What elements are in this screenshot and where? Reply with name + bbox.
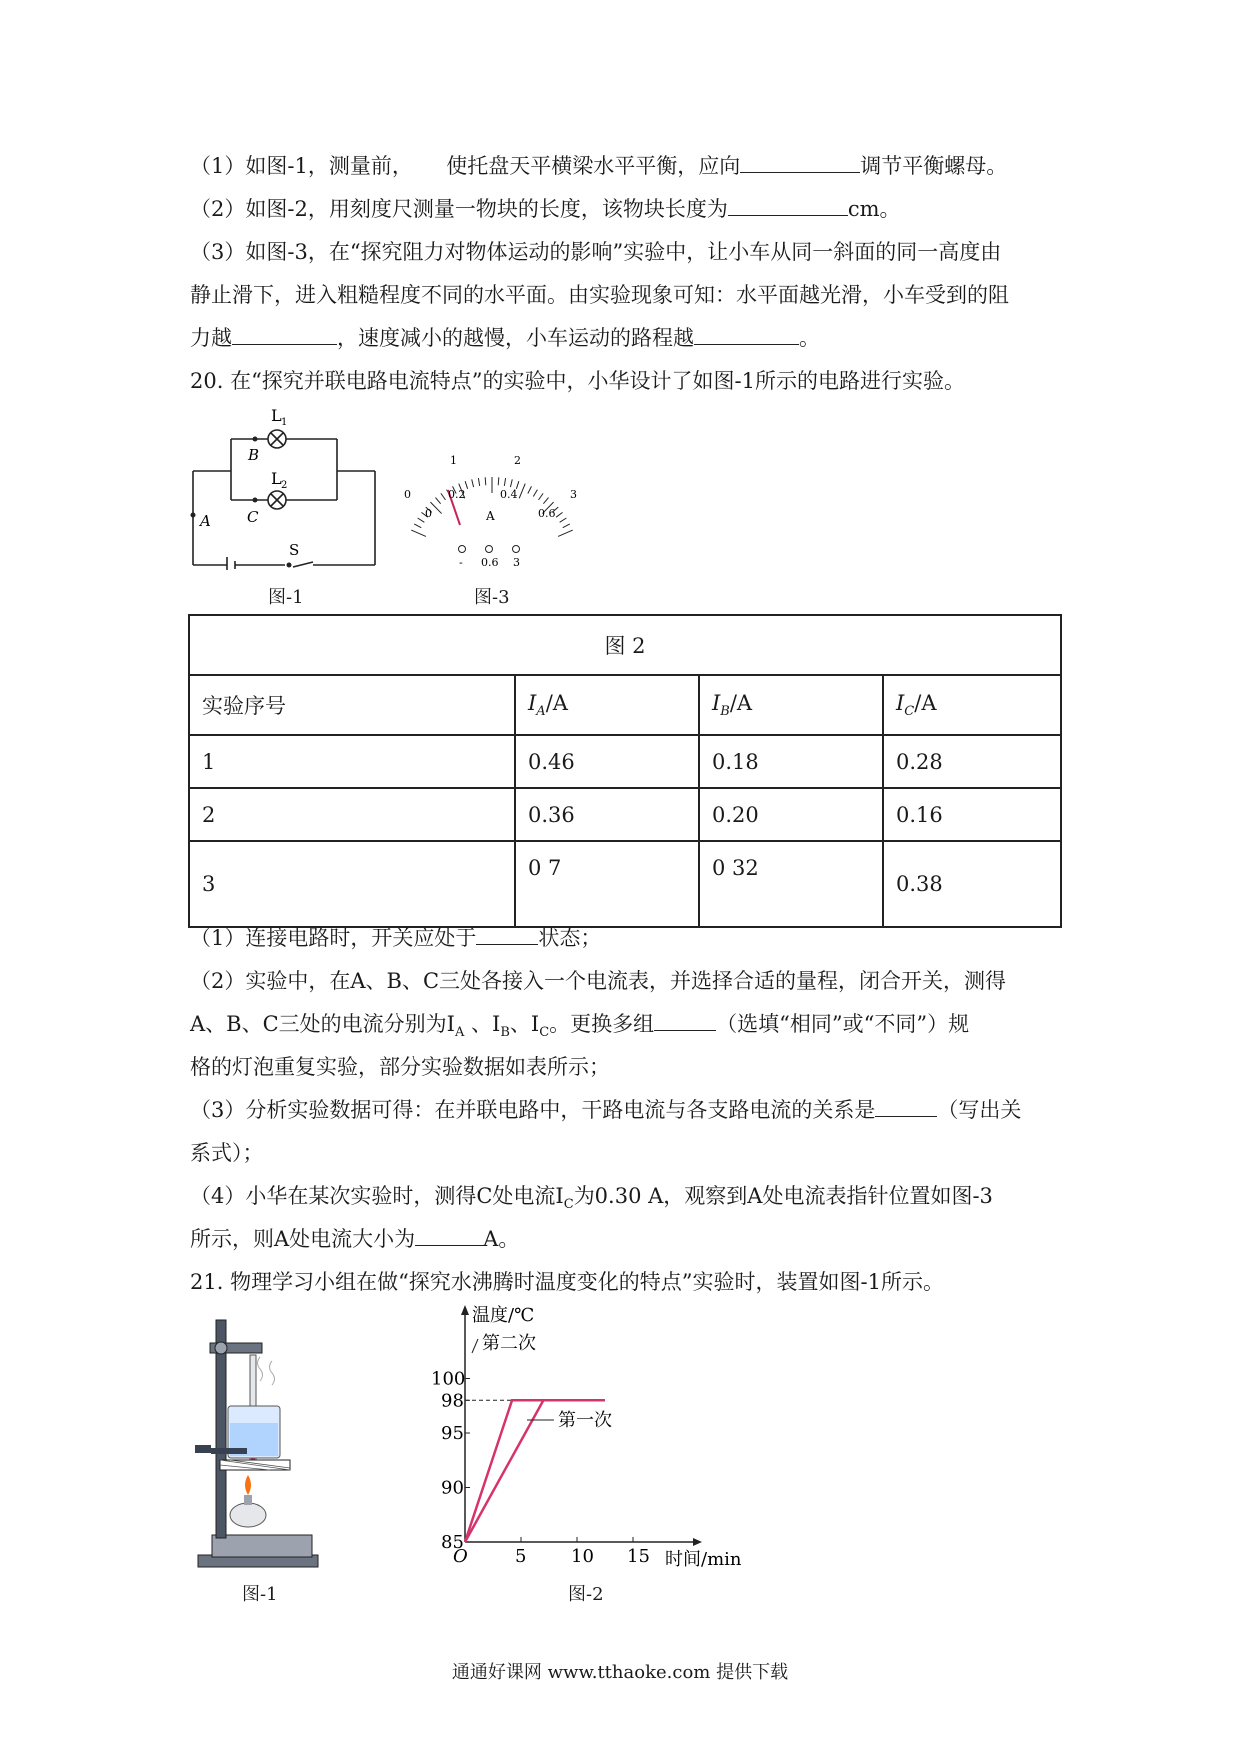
switch-s-label: S [289,541,300,559]
answer-blank[interactable] [740,152,860,173]
table-row: 1 0.46 0.18 0.28 [189,735,1061,788]
q20-part4-line2: 所示，则A处电流大小为 A。 [190,1227,520,1251]
y-tick-label: 90 [441,1477,464,1499]
answer-blank[interactable] [875,1096,937,1117]
q19-part3-line1: （3）如图-3，在“探究阻力对物体运动的影响”实验中，让小车从同一斜面的同一高度由 [190,240,1002,264]
x-tick-label: O [453,1546,468,1567]
svg-text:A: A [486,509,495,523]
ammeter-tick [510,479,512,487]
x-tick-label: 15 [627,1546,650,1567]
q19-part3-line3: 力越 ，速度减小的越慢，小车运动的路程越 。 [190,326,820,350]
ammeter-tick [556,512,562,517]
q20-part3-line1: （3）分析实验数据可得：在并联电路中，干路电流与各支路电流的关系是 （写出关 [190,1098,1022,1122]
ammeter-tick [533,490,537,497]
ammeter-tick [472,479,474,487]
answer-blank[interactable] [694,324,799,345]
y-tick-label: 98 [441,1390,464,1412]
ammeter-tick [418,518,425,522]
answer-blank[interactable] [654,1010,716,1031]
lamp-l2-label: L [271,469,282,488]
point-c-label: C [247,508,259,526]
answer-blank[interactable] [476,924,538,945]
x-tick-label: 10 [571,1546,594,1567]
svg-text:0.4: 0.4 [500,488,518,501]
ammeter-tick [411,530,426,536]
q20-part3-line2: 系式）； [190,1141,264,1165]
table-row: 3 0 7 0 32 0.38 [189,841,1061,927]
q19-part3-line2: 静止滑下，进入粗糙程度不同的水平面。由实验现象可知：水平面越光滑，小车受到的阻 [190,283,1009,307]
lamp-l1-label: L [271,406,282,425]
ammeter-tick [414,524,421,528]
svg-text:1: 1 [450,455,457,467]
q20-part2-line3: 格的灯泡重复实验，部分实验数据如表所示； [190,1055,610,1079]
ammeter-tick [498,477,499,485]
ammeter-tick [543,498,548,504]
y-tick-label: 85 [441,1532,464,1553]
header-ic: $I_C/A$ [883,675,1061,735]
q20-fig1-caption: 图-1 [268,587,304,608]
x-axis-label: 时间/min [665,1549,742,1570]
svg-text:2: 2 [514,455,521,467]
q20-part1: （1）连接电路时，开关应处于 状态； [190,926,602,950]
temperature-time-chart [430,1305,760,1570]
svg-text:-: - [459,556,463,569]
svg-text:2: 2 [281,480,288,491]
point-a-label: A [200,512,211,530]
point-b-label: B [248,446,260,464]
header-trial: 实验序号 [189,675,515,735]
answer-blank[interactable] [415,1225,483,1246]
y-axis-label: 温度/℃ [472,1305,535,1326]
ammeter-tick [441,493,446,500]
ammeter-dial [400,455,585,570]
svg-text:1: 1 [281,417,288,428]
page-footer: 通通好课网 www.tthaoke.com 提供下载 [451,1662,789,1683]
ammeter-tick [538,493,543,500]
circuit-diagram [185,405,385,570]
svg-text:0.6: 0.6 [538,507,556,520]
ammeter-tick [528,486,532,493]
q19-part2: （2）如图-2，用刻度尺测量一物块的长度，该物块长度为 cm。 [190,197,901,221]
ammeter-tick [504,478,505,486]
current-data-table [188,614,1062,928]
q21-fig2-caption: 图-2 [568,1584,604,1605]
svg-text:3: 3 [570,488,577,501]
svg-text:0.2: 0.2 [448,488,466,501]
q21-stem: 21. 物理学习小组在做“探究水沸腾时温度变化的特点”实验时，装置如图-1所示。 [190,1270,944,1294]
series-label-first: 第一次 [558,1410,612,1431]
series-label-second: 第二次 [482,1333,536,1354]
header-ib: $I_B/A$ [699,675,883,735]
header-ia: $I_A/A$ [515,675,699,735]
svg-text:3: 3 [513,556,520,569]
ammeter-tick [563,524,570,528]
table-row: 2 0.36 0.20 0.16 [189,788,1061,841]
y-tick-label: 95 [441,1423,464,1444]
x-tick-label: 5 [515,1546,527,1567]
table-caption: 图 2 [189,615,1061,675]
boiling-apparatus-figure [190,1315,330,1575]
ammeter-tick [478,478,479,486]
q20-part2-line2: A、B、C三处的电流分别为$I_A$ 、$I_B$、$I_C$。更换多组 （选填“相同”或“不同”）规 [190,1012,970,1041]
q20-part4-line1: （4）小华在某次实验时，测得C处电流$I_C$为0.30 A，观察到A处电流表指针位置如图-3 [190,1184,993,1213]
q19-part1: （1）如图-1，测量前， 使托盘天平横梁水平平衡，应向 调节平衡螺母。 [190,154,1008,178]
q20-fig3-caption: 图-3 [474,587,510,608]
ammeter-tick [435,498,440,504]
ammeter-tick [519,484,525,499]
svg-text:0: 0 [425,507,432,520]
ammeter-tick [558,530,573,536]
answer-blank[interactable] [728,195,848,216]
ammeter-tick [430,502,441,513]
ammeter-tick [560,518,567,522]
q20-stem: 20. 在“探究并联电路电流特点”的实验中，小华设计了如图-1所示的电路进行实验。 [190,369,965,393]
svg-text:0.6: 0.6 [481,556,499,569]
ammeter-tick [485,477,486,485]
q20-part2-line1: （2）实验中，在A、B、C三处各接入一个电流表，并选择合适的量程，闭合开关，测得 [190,969,1007,993]
answer-blank[interactable] [232,324,337,345]
svg-text:0: 0 [404,488,411,501]
y-tick-label: 100 [431,1368,466,1390]
q21-fig1-caption: 图-1 [242,1584,278,1605]
table-header-row [189,675,1061,735]
ammeter-tick [465,481,467,489]
